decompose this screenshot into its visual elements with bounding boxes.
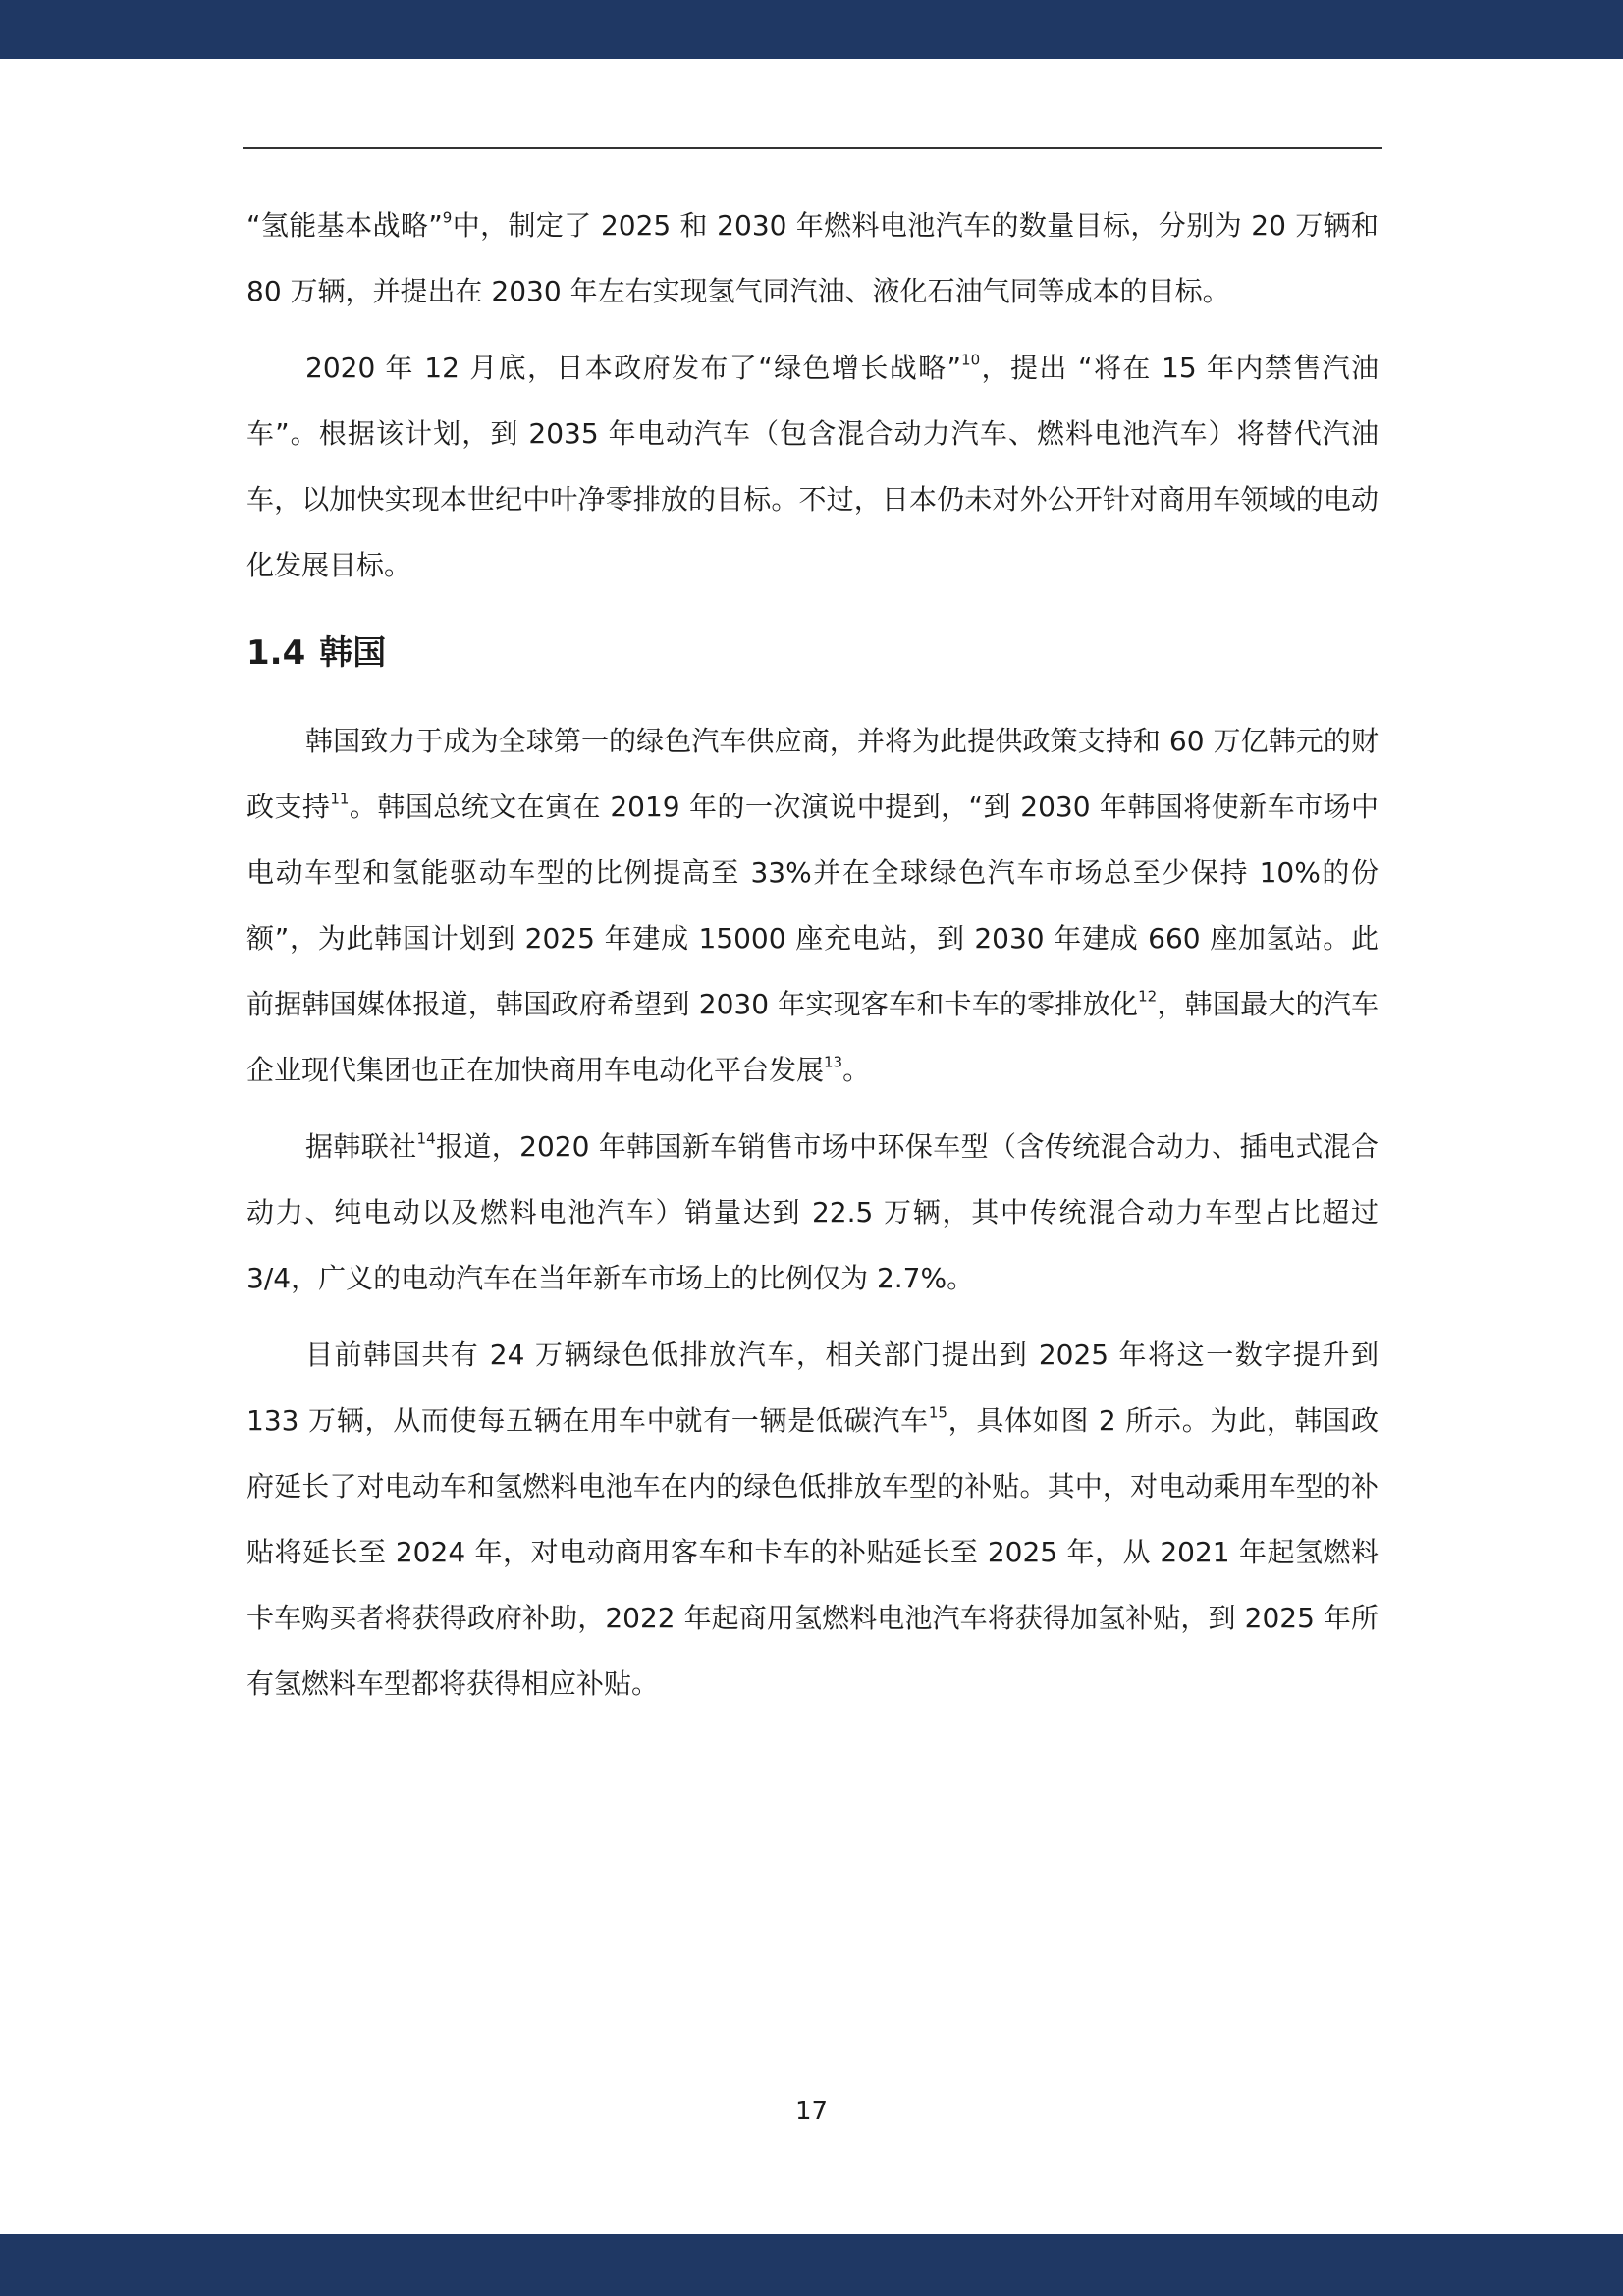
paragraph-text: 韩国致力于成为全球第一的绿色汽车供应商，并将为此提供政策支持和 60 万亿韩元的财政支持 <box>246 725 1379 823</box>
footnote-marker[interactable]: 12 <box>1138 987 1158 1006</box>
paragraph-text: 中，制定了 2025 和 2030 年燃料电池汽车的数量目标，分别为 20 万辆和 80 万辆，并提出在 2030 年左右实现氢气同汽油、液化石油气同等成本的目标。 <box>246 209 1379 307</box>
paragraph <box>246 192 1379 324</box>
paragraph-text: ，提出 “将在 15 年内禁售汽油车”。根据该计划，到 2035 年电动汽车（包含混合动力汽车、燃料电池汽车）将替代汽油车，以加快实现本世纪中叶净零排放的目标。不过，日本仍未对外公开针对商用车领域的电动化发展目标。 <box>246 352 1380 581</box>
paragraph-text: 。韩国总统文在寅在 2019 年的一次演说中提到，“到 2030 年韩国将使新车市场中电动车型和氢能驱动车型的比例提高至 33%并在全球绿色汽车市场总至少保持 10%的份额”，为此韩国计划到 2025 年建成 15000 座充电站，到 2030 年建成 660 座加氢站。此前据韩国媒体报道，韩国政府希望到 2030 年实现客车和卡车的零排放化 <box>246 791 1379 1020</box>
paragraph <box>246 335 1379 598</box>
section-number: 1.4 <box>246 633 306 673</box>
paragraph-text: 目前韩国共有 24 万辆绿色低排放汽车，相关部门提出到 2025 年将这一数字提升到 133 万辆，从而使每五辆在用车中就有一辆是低碳汽车 <box>246 1339 1379 1437</box>
paragraph-text: 2020 年 12 月底，日本政府发布了“绿色增长战略” <box>305 352 962 384</box>
footnote-marker[interactable]: 10 <box>961 351 981 369</box>
body-text-section <box>246 708 1379 1717</box>
footer-band <box>0 2234 1623 2296</box>
page-number: 17 <box>794 2097 829 2126</box>
footnote-marker[interactable]: 15 <box>928 1403 947 1422</box>
footnote-marker[interactable]: 9 <box>442 208 453 227</box>
footnote-marker[interactable]: 14 <box>416 1129 436 1148</box>
footnote-marker[interactable]: 13 <box>824 1053 843 1071</box>
paragraph-text: ，韩国最大的汽车企业现代集团也正在加快商用车电动化平台发展 <box>246 988 1379 1086</box>
paragraph-text: 。 <box>842 1054 871 1086</box>
paragraph-text: ，具体如图 2 所示。为此，韩国政府延长了对电动车和氢燃料电池车在内的绿色低排放车型的补贴。其中，对电动乘用车型的补贴将延长至 2024 年，对电动商用客车和卡车的补贴延长至 2025 年，从 2021 年起氢燃料卡车购买者将获得政府补助，2022 年起商用氢燃料电池汽车将获得加氢补贴，到 2025 年所有氢燃料车型都将获得相应补贴。 <box>246 1404 1379 1700</box>
body-text-top <box>246 192 1379 598</box>
page-content <box>246 192 1379 1717</box>
paragraph-text: 据韩联社 <box>305 1130 417 1163</box>
header-rule <box>243 147 1382 149</box>
section-heading <box>246 624 1379 683</box>
paragraph <box>246 708 1379 1103</box>
header-band <box>0 0 1623 59</box>
section-title: 韩国 <box>319 633 387 673</box>
paragraph-text: 报道，2020 年韩国新车销售市场中环保车型（含传统混合动力、插电式混合动力、纯电动以及燃料电池汽车）销量达到 22.5 万辆，其中传统混合动力车型占比超过 3/4，广义的电动汽车在当年新车市场上的比例仅为 2.7%。 <box>246 1130 1379 1294</box>
footnote-marker[interactable]: 11 <box>330 790 350 808</box>
paragraph <box>246 1114 1379 1311</box>
paragraph <box>246 1322 1379 1717</box>
paragraph-text: “氢能基本战略” <box>246 209 443 242</box>
